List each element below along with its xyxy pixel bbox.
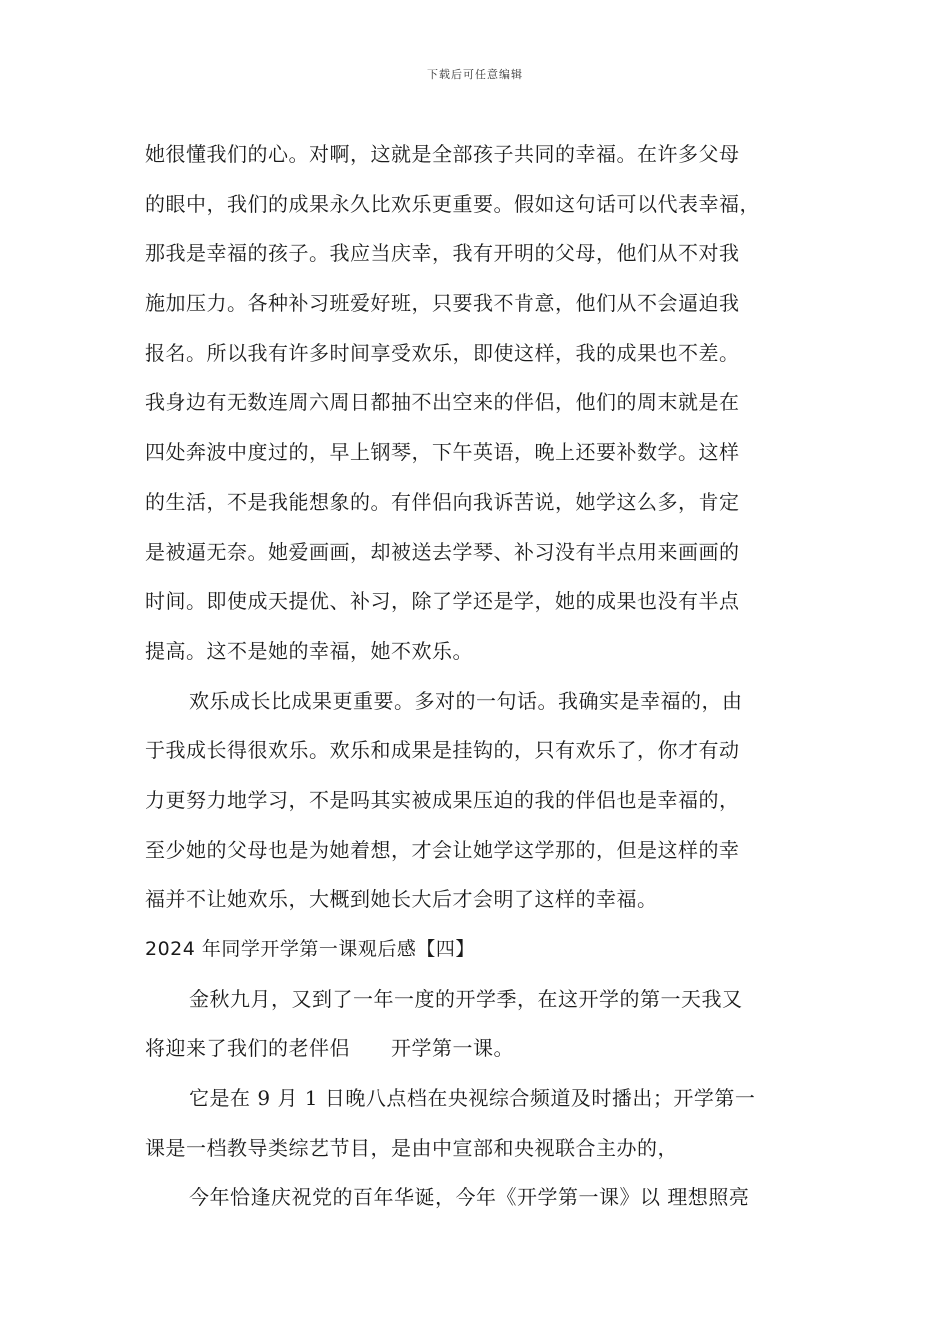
document-body: [145, 130, 825, 1223]
text-line: 课是一档教导类综艺节目，是由中宣部和央视联合主办的，: [145, 1135, 678, 1160]
text-line: 她很懂我们的心。对啊，这就是全部孩子共同的幸福。在许多父母: [145, 142, 740, 166]
page-header-note: 下载后可任意编辑: [427, 68, 523, 81]
text-line: 我身边有无数连周六周日都抽不出空来的伴侣，他们的周末就是在: [145, 390, 740, 415]
paragraph-start-line: 欢乐成长比成果更重要。多对的一句话。我确实是幸福的，由: [189, 688, 743, 713]
paragraph-start-line: 金秋九月，又到了一年一度的开学季，在这开学的第一天我又: [189, 986, 743, 1011]
text-line: 将迎来了我们的老伴侣 开学第一课。: [145, 1036, 514, 1061]
text-line: 于我成长得很欢乐。欢乐和成果是挂钩的，只有欢乐了，你才有动: [145, 738, 740, 763]
text-line: 的眼中，我们的成果永久比欢乐更重要。假如这句话可以代表幸福，: [145, 191, 760, 216]
text-line: 力更努力地学习，不是吗其实被成果压迫的我的伴侣也是幸福的，: [145, 787, 740, 812]
paragraph-start-line: 它是在 9 月 1 日晚八点档在央视综合频道及时播出；开学第一: [189, 1086, 756, 1111]
section-heading: 2024 年同学开学第一课观后感【四】: [145, 938, 475, 960]
text-line: 福并不让她欢乐，大概到她长大后才会明了这样的幸福。: [145, 887, 658, 912]
text-line: 至少她的父母也是为她着想，才会让她学这学那的，但是这样的幸: [145, 837, 740, 862]
text-line: 报名。所以我有许多时间享受欢乐，即使这样，我的成果也不差。: [145, 340, 740, 365]
paragraph-start-line: 今年恰逢庆祝党的百年华诞，今年《开学第一课》以 理想照亮: [189, 1185, 750, 1210]
text-line: 施加压力。各种补习班爱好班，只要我不肯意，他们从不会逼迫我: [145, 291, 740, 316]
text-line: 四处奔波中度过的，早上钢琴，下午英语，晚上还要补数学。这样: [145, 440, 740, 465]
text-line: 的生活，不是我能想象的。有伴侣向我诉苦说，她学这么多，肯定: [145, 489, 740, 514]
text-line: 是被逼无奈。她爱画画，却被送去学琴、补习没有半点用来画画的: [145, 539, 740, 564]
text-line: 那我是幸福的孩子。我应当庆幸，我有开明的父母，他们从不对我: [145, 241, 740, 266]
text-line: 提高。这不是她的幸福，她不欢乐。: [145, 638, 473, 663]
text-line: 时间。即使成天提优、补习，除了学还是学，她的成果也没有半点: [145, 589, 740, 614]
